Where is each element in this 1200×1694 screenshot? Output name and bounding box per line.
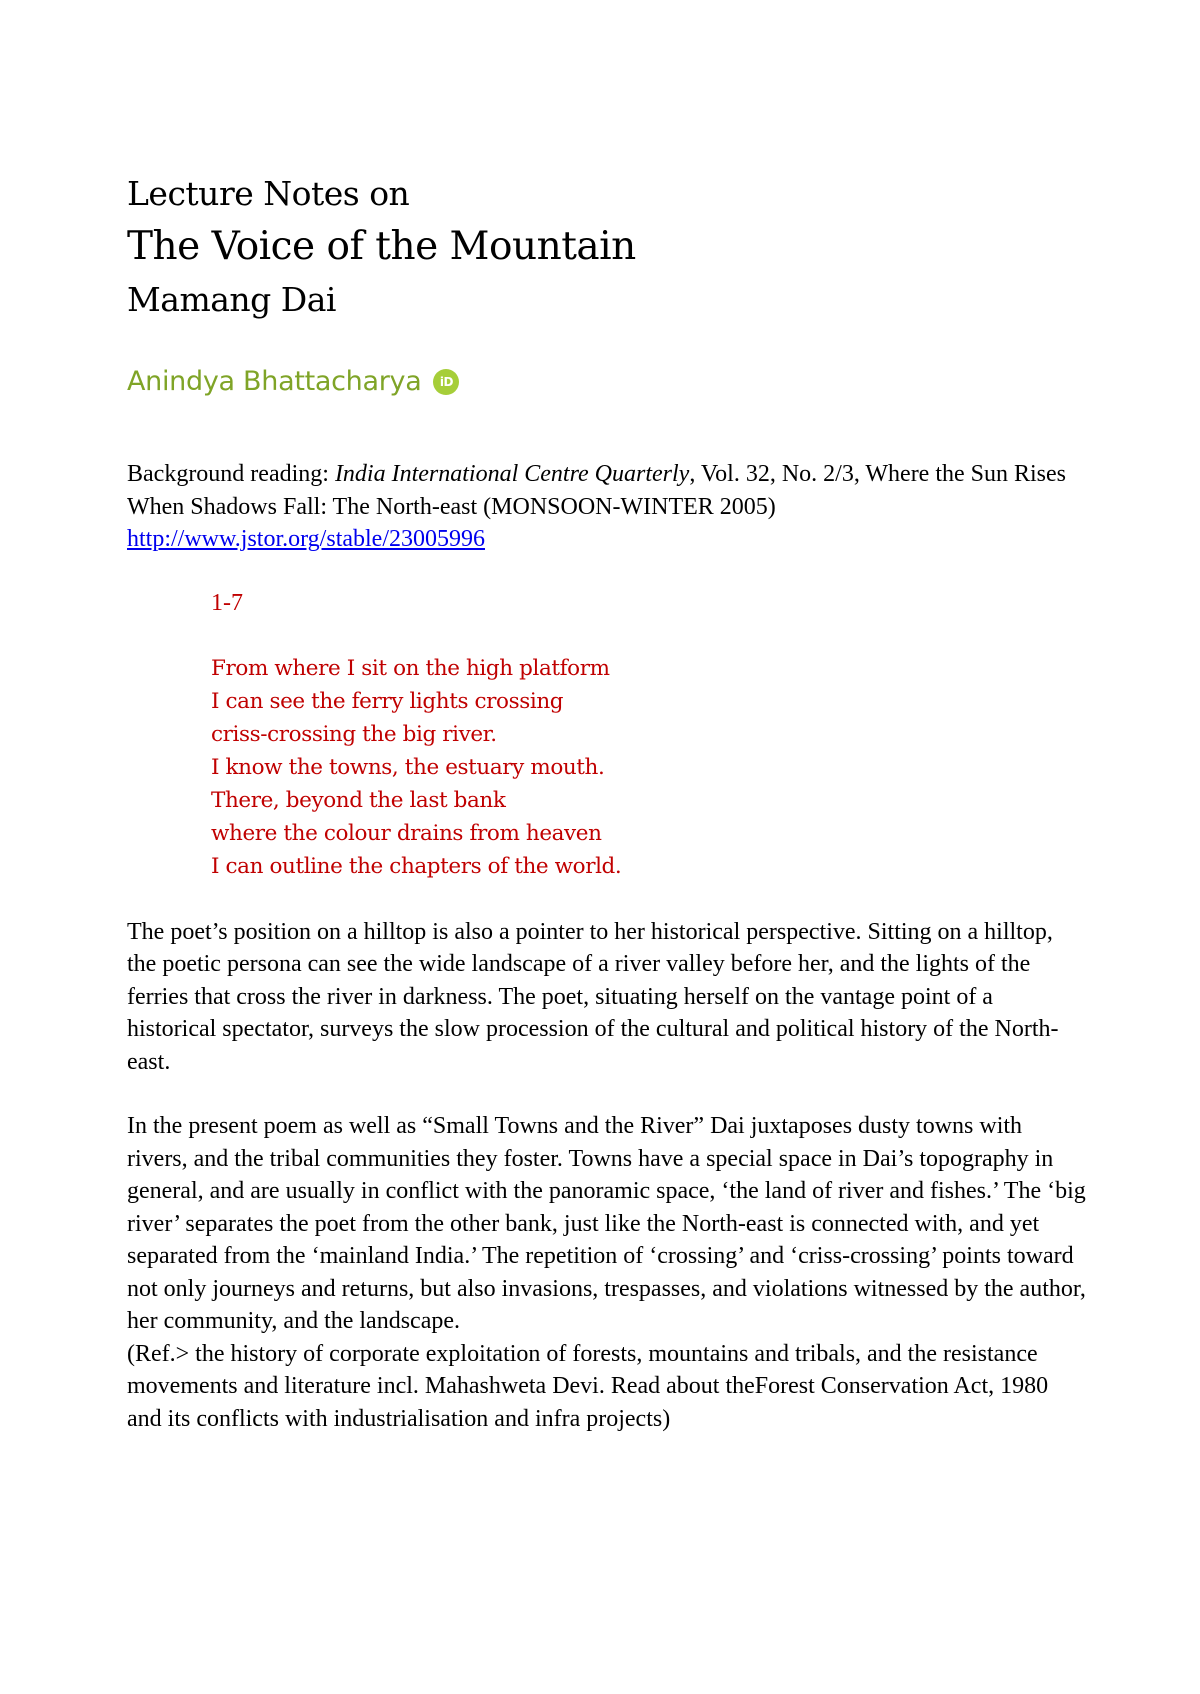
document-page bbox=[127, 172, 1087, 1435]
poem-excerpt bbox=[211, 587, 1087, 883]
journal-title: India International Centre Quarterly bbox=[334, 461, 690, 487]
poem-lines bbox=[211, 652, 1087, 883]
poem-line: From where I sit on the high platform bbox=[211, 655, 610, 681]
author-name: Anindya Bhattacharya bbox=[127, 366, 422, 397]
stanza-number: 1-7 bbox=[211, 589, 243, 616]
poem-line: I can see the ferry lights crossing bbox=[211, 688, 564, 714]
poem-line: There, beyond the last bank bbox=[211, 787, 506, 813]
paragraph-reference-note: (Ref.> the history of corporate exploitation of forests, mountains and tribals, and the resistance movements and literature incl. Mahashweta Devi. Read about theForest Conservation Act, 1980 and its conflicts with industrialisation and infra projects) bbox=[127, 1340, 1049, 1432]
paragraph-poet-position: The poet’s position on a hilltop is also a pointer to her historical perspective. Sitting on a hilltop, the poetic persona can see the wide landscape of a river valley before her, and the lights of the ferries that cross the river in darkness. The poet, situating herself on the vantage point of a historical spectator, surveys the slow procession of the cultural and political history of the North-east. bbox=[127, 918, 1059, 1075]
background-reading bbox=[127, 458, 1087, 556]
poem-line: I know the towns, the estuary mouth. bbox=[211, 754, 605, 780]
paragraph-towns-rivers: In the present poem as well as “Small Towns and the River” Dai juxtaposes dusty towns with rivers, and the tribal communities they foster. Towns have a special space in Dai’s topography in general, and are usually in conflict with the panoramic space, ‘the land of river and fishes.’ The ‘big river’ separates the poet from the other bank, just like the North-east is connected with, and yet separated from the ‘mainland India.’ The repetition of ‘crossing’ and ‘criss-crossing’ points toward not only journeys and returns, but also invasions, trespasses, and violations witnessed by the author, her community, and the landscape. bbox=[127, 1113, 1086, 1334]
document-title bbox=[127, 172, 1087, 322]
poem-line: where the colour drains from heaven bbox=[211, 820, 602, 846]
background-prefix: Background reading: bbox=[127, 461, 335, 487]
jstor-link[interactable]: http://www.jstor.org/stable/23005996 bbox=[127, 526, 485, 552]
poem-line: criss-crossing the big river. bbox=[211, 721, 497, 747]
orcid-icon[interactable]: iD bbox=[433, 369, 459, 395]
title-poem-name: The Voice of the Mountain bbox=[127, 224, 636, 269]
title-poet-name: Mamang Dai bbox=[127, 280, 336, 319]
author-line bbox=[127, 364, 1087, 400]
background-details: , Vol. 32, No. 2/3, Where the Sun Rises When Shadows Fall: The North-east (MONSOON-WINTER 2005) bbox=[127, 461, 1067, 520]
title-lecture-notes: Lecture Notes on bbox=[127, 174, 410, 213]
poem-line: I can outline the chapters of the world. bbox=[211, 853, 622, 879]
